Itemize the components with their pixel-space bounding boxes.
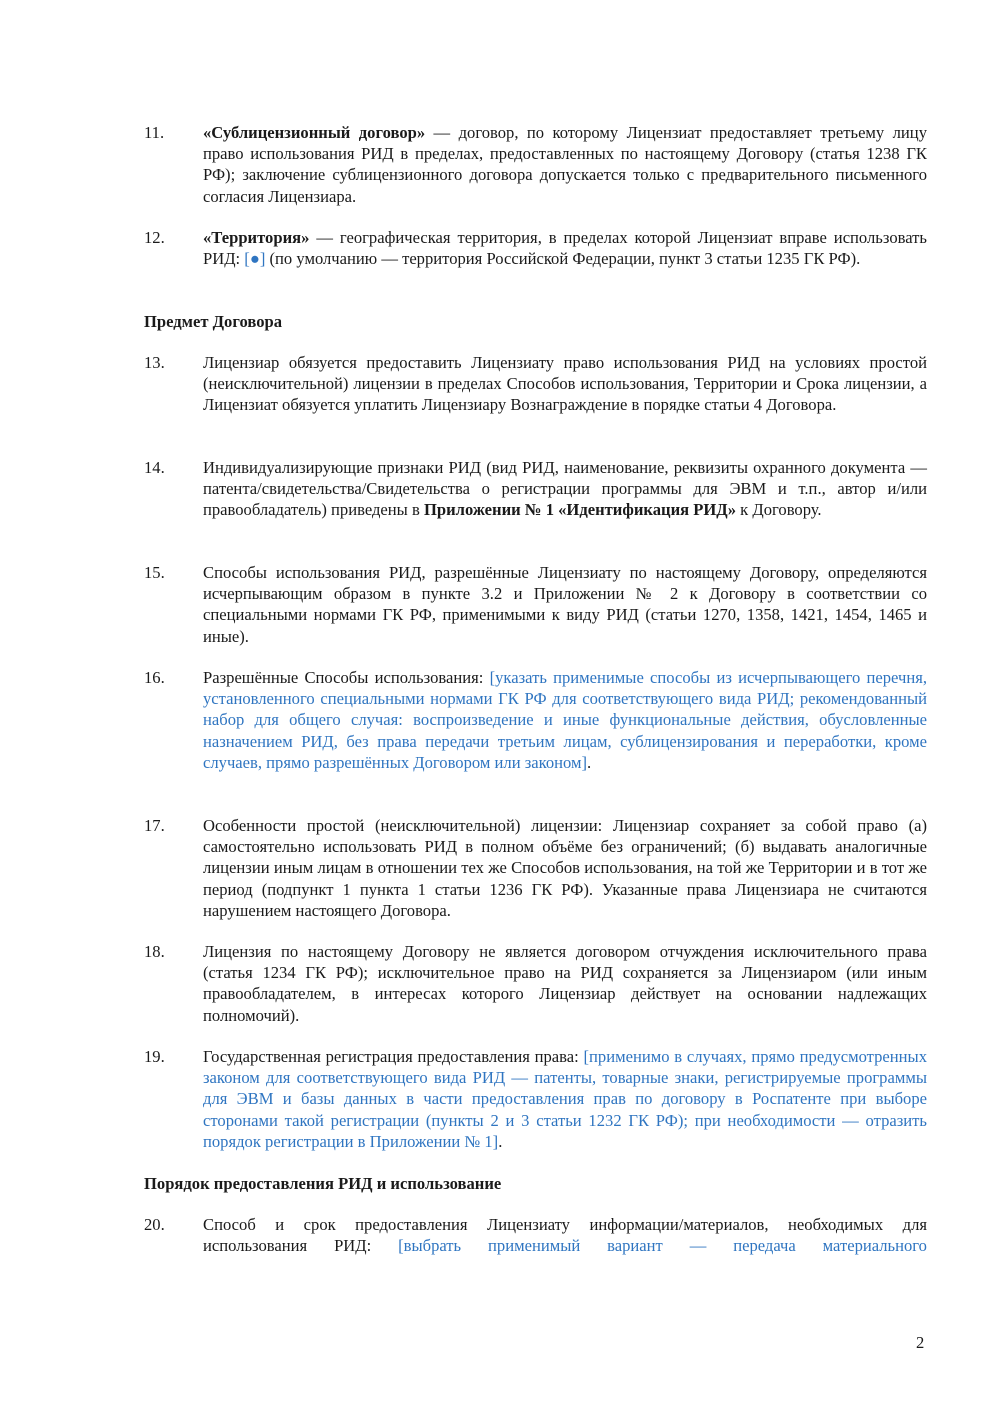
placeholder-text: [выбрать применимый вариант — передача материального	[398, 1236, 927, 1256]
clause-number: 17.	[144, 816, 165, 835]
section-heading-procedure: Порядок предоставления РИД и использование	[144, 1174, 502, 1193]
clause-12	[144, 227, 927, 269]
clause-text: Способ и срок предоставления Лицензиату информации/материалов, необходимых для использования РИД: [выбрать применимый вариант — передача материального	[203, 1215, 927, 1256]
placeholder-text: [●]	[244, 249, 266, 269]
clause-15	[144, 562, 927, 647]
clause-16	[144, 667, 927, 773]
clause-text: «Территория» — географическая территория, в пределах которой Лицензиат вправе использовать РИД: [●] (по умолчанию — территория Российской Федерации, пункт 3 статьи 1235 ГК РФ).	[203, 228, 927, 269]
clause-number: 18.	[144, 942, 165, 961]
clause-number: 16.	[144, 668, 165, 687]
clause-number: 13.	[144, 353, 165, 372]
clause-text: «Сублицензионный договор» — договор, по которому Лицензиат предоставляет третьему лицу право использования РИД в пределах, предоставленных по настоящему Договору (статья 1238 ГК РФ); заключение сублицензионного договора допускается только с предварительного письменного согласия Лицензиара.	[203, 123, 927, 206]
page-number: 2	[916, 1333, 925, 1352]
clause-text: Особенности простой (неисключительной) лицензии: Лицензиар сохраняет за собой право (а) самостоятельно использовать РИД в полном объёме без ограничений; (б) выдавать аналогичные лицензии иным лицам в отношении тех же Способов использования, на той же Территории и в тот же период (подпункт 1 пункта 1 статьи 1236 ГК РФ). Указанные права Лицензиара не считаются нарушением настоящего Договора.	[203, 816, 927, 920]
clause-text: Индивидуализирующие признаки РИД (вид РИД, наименование, реквизиты охранного документа — патента/свидетельства/Свидетельства о регистрации программы для ЭВМ и т.п., автор и/или правообладатель) приведены в Приложении № 1 «Идентификация РИД» к Договору.	[203, 458, 927, 520]
clause-text: Лицензия по настоящему Договору не является договором отчуждения исключительного права (статья 1234 ГК РФ); исключительное право на РИД сохраняется за Лицензиаром (или иным правообладателем, в интересах которого Лицензиар действует на основании надлежащих полномочий).	[203, 942, 927, 1025]
clause-number: 12.	[144, 228, 165, 247]
clause-19	[144, 1046, 927, 1152]
clause-text: Способы использования РИД, разрешённые Лицензиату по настоящему Договору, определяются исчерпывающим образом в пункте 3.2 и Приложении № 2 к Договору в соответствии со специальными нормами ГК РФ, применимыми к виду РИД (статьи 1270, 1358, 1421, 1454, 1465 и иные).	[203, 563, 927, 646]
clause-number: 11.	[144, 123, 165, 142]
clause-text: Разрешённые Способы использования: [указать применимые способы из исчерпывающего перечня, установленного специальными нормами ГК РФ для соответствующего вида РИД; рекомендованный набор для общего случая: воспроизведение и иные функциональные действия, обусловленные назначением РИД, без права передачи третьим лицам, сублицензирования и переработки, кроме случаев, прямо разрешённых Договором или законом].	[203, 668, 927, 772]
section-heading-subject: Предмет Договора	[144, 312, 283, 331]
clause-number: 15.	[144, 563, 165, 582]
clause-11	[144, 122, 927, 207]
placeholder-text: [указать применимые способы из исчерпывающего перечня, установленного специальными нормами ГК РФ для соответствующего вида РИД; рекомендованный набор для общего случая: воспроизведение и иные функциональные действия, обусловленные назначением РИД, без права передачи третьим лицам, сублицензирования и переработки, кроме случаев, прямо разрешённых Договором или законом]	[203, 668, 927, 772]
clause-13	[144, 352, 927, 416]
clause-number: 20.	[144, 1215, 165, 1234]
appendix-reference: Приложении № 1 «Идентификация РИД»	[423, 500, 737, 520]
clause-18	[144, 941, 927, 1026]
clause-number: 19.	[144, 1047, 165, 1066]
clause-14	[144, 457, 927, 521]
clause-text: Лицензиар обязуется предоставить Лицензиату право использования РИД на условиях простой (неисключительной) лицензии в пределах Способов использования, Территории и Срока лицензии, а Лицензиат обязуется уплатить Лицензиару Вознаграждение в порядке статьи 4 Договора.	[203, 353, 927, 415]
term-bold: «Сублицензионный договор»	[203, 123, 426, 142]
placeholder-text: [применимо в случаях, прямо предусмотренных законом для соответствующего вида РИД — патенты, товарные знаки, регистрируемые программы для ЭВМ и базы данных в части предоставления прав по договору в Роспатенте при выборе сторонами такой регистрации (пункты 2 и 3 статьи 1232 ГК РФ); при необходимости — отразить порядок регистрации в Приложении № 1]	[203, 1047, 928, 1151]
clause-text: Государственная регистрация предоставления права: [применимо в случаях, прямо предусмотренных законом для соответствующего вида РИД — патенты, товарные знаки, регистрируемые программы для ЭВМ и базы данных в части предоставления прав по договору в Роспатенте при выборе сторонами такой регистрации (пункты 2 и 3 статьи 1232 ГК РФ); при необходимости — отразить порядок регистрации в Приложении № 1].	[203, 1047, 928, 1151]
clause-20	[144, 1214, 927, 1256]
clause-number: 14.	[144, 458, 165, 477]
clause-17	[144, 815, 927, 921]
term-bold: «Территория»	[203, 228, 310, 247]
